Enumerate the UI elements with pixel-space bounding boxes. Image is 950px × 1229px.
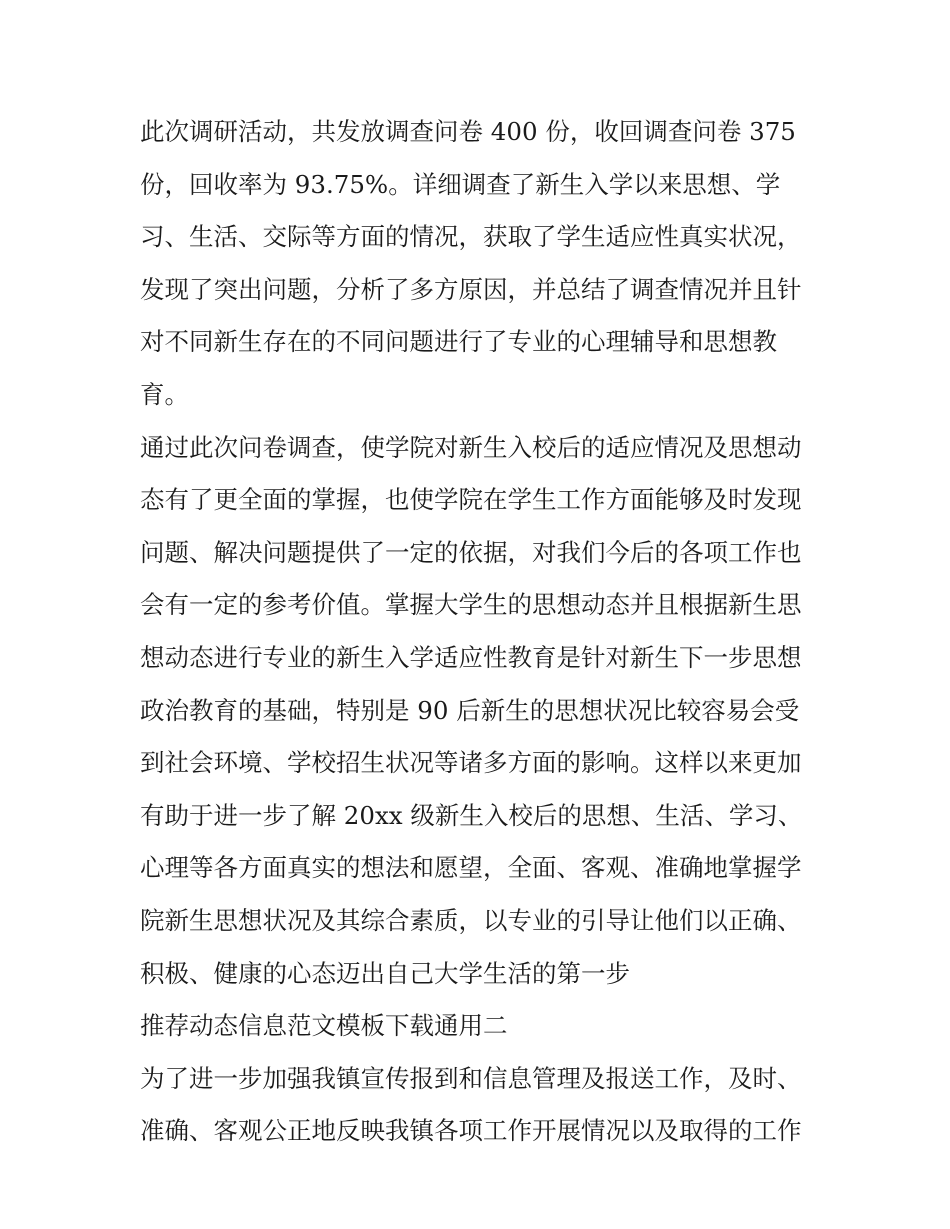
text-line: 有助于进一步了解 20xx 级新生入校后的思想、生活、学习、 xyxy=(140,800,803,830)
text-line: 问题、解决问题提供了一定的依据，对我们今后的各项工作也 xyxy=(140,537,802,567)
section-heading: 推荐动态信息范文模板下载通用二 xyxy=(140,1011,508,1041)
text-line: 积极、健康的心态迈出自己大学生活的第一步 xyxy=(140,958,630,988)
text-line: 份，回收率为 93.75%。详细调查了新生入学以来思想、学 xyxy=(140,169,781,199)
text-line: 院新生思想状况及其综合素质，以专业的引导让他们以正确、 xyxy=(140,905,802,935)
text-line: 政治教育的基础，特别是 90 后新生的思想状况比较容易会受 xyxy=(140,695,800,725)
text-line: 会有一定的参考价值。掌握大学生的思想动态并且根据新生思 xyxy=(140,590,802,620)
text-line: 对不同新生存在的不同问题进行了专业的心理辅导和思想教 xyxy=(140,327,777,357)
text-line: 为了进一步加强我镇宣传报到和信息管理及报送工作，及时、 xyxy=(140,1063,802,1093)
text-line: 育。 xyxy=(140,379,189,409)
text-line: 想动态进行专业的新生入学适应性教育是针对新生下一步思想 xyxy=(140,642,802,672)
text-line: 到社会环境、学校招生状况等诸多方面的影响。这样以来更加 xyxy=(140,748,802,778)
text-line: 通过此次问卷调查，使学院对新生入校后的适应情况及思想动 xyxy=(140,432,802,462)
text-line: 准确、客观公正地反映我镇各项工作开展情况以及取得的工作 xyxy=(140,1116,802,1146)
text-line: 此次调研活动，共发放调查问卷 400 份，收回调查问卷 375 xyxy=(140,117,796,146)
text-line: 发现了突出问题，分析了多方原因，并总结了调查情况并且针 xyxy=(140,274,802,304)
document-body xyxy=(140,106,830,1158)
text-line: 心理等各方面真实的想法和愿望，全面、客观、准确地掌握学 xyxy=(140,853,802,883)
text-line: 态有了更全面的掌握，也使学院在学生工作方面能够及时发现 xyxy=(140,485,802,515)
text-line: 习、生活、交际等方面的情况，获取了学生适应性真实状况， xyxy=(140,222,802,252)
